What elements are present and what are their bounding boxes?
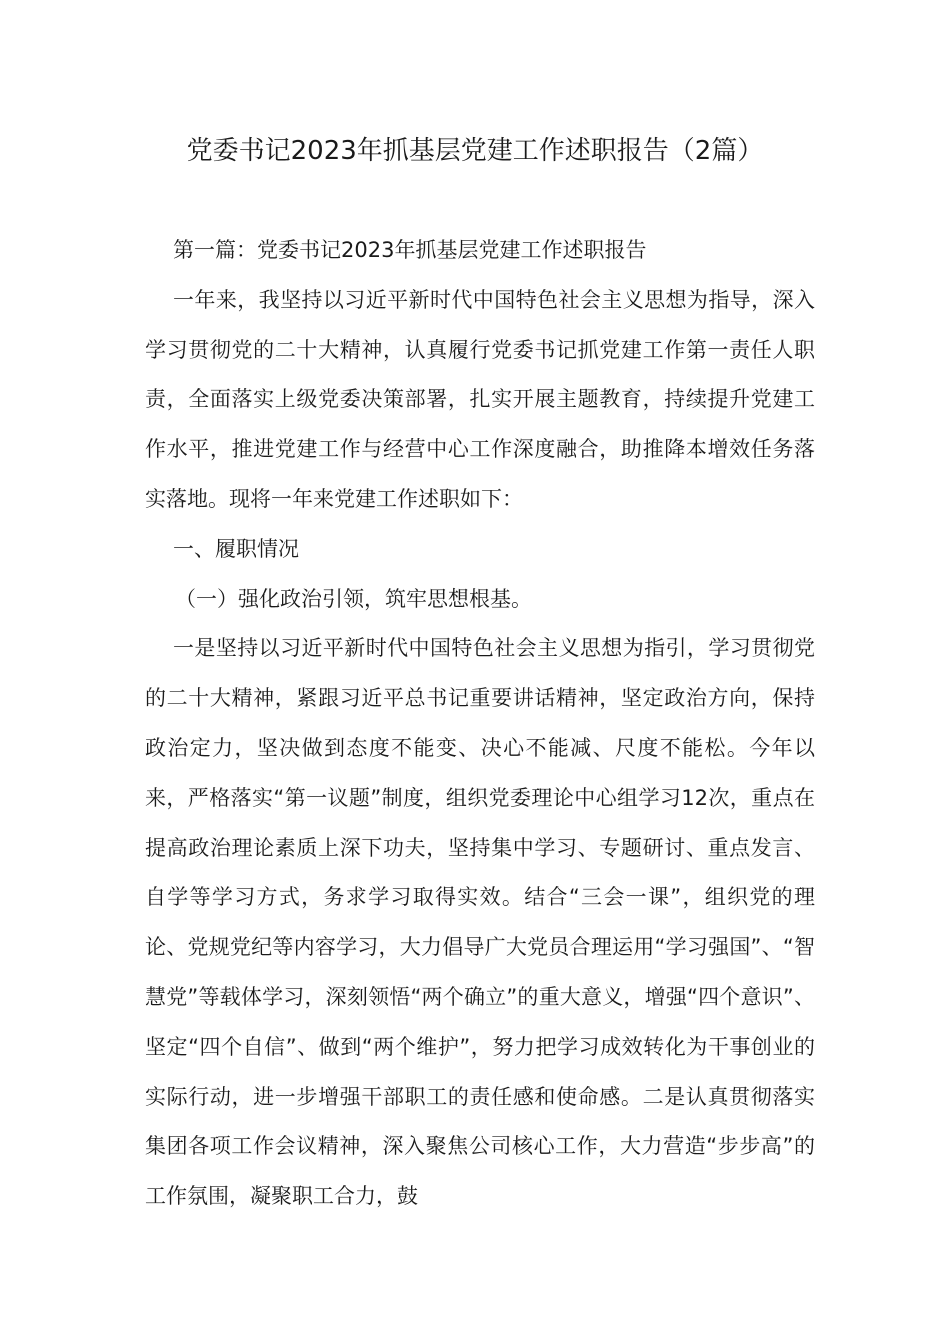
- document-body: [145, 226, 815, 1222]
- section-heading-duty: 一、履职情况: [173, 536, 299, 561]
- document-title: 党委书记2023年抓基层党建工作述职报告（2篇）: [186, 136, 764, 166]
- section-heading-part-one: 第一篇：党委书记2023年抓基层党建工作述职报告: [173, 238, 647, 262]
- intro-paragraph: 一年来，我坚持以习近平新时代中国特色社会主义思想为指导，深入学习贯彻党的二十大精神，认真履行党委书记抓党建工作第一责任人职责，全面落实上级党委决策部署，扎实开展主题教育，持续提升党建工作水平，推进党建工作与经营中心工作深度融合，助推降本增效任务落实落地。现将一年来党建工作述职如下：: [145, 287, 815, 511]
- subsection-heading-political: （一）强化政治引领，筑牢思想根基。: [175, 586, 532, 611]
- body-paragraph-political: 一是坚持以习近平新时代中国特色社会主义思想为指引，学习贯彻党的二十大精神，紧跟习近平总书记重要讲话精神，坚定政治方向，保持政治定力，坚决做到态度不能变、决心不能减、尺度不能松。今年以来，严格落实“第一议题”制度，组织党委理论中心组学习12次，重点在提高政治理论素质上深下功夫，坚持集中学习、专题研讨、重点发言、自学等学习方式，务求学习取得实效。结合“三会一课”，组织党的理论、党规党纪等内容学习，大力倡导广大党员合理运用“学习强国”、“智慧党”等载体学习，深刻领悟“两个确立”的重大意义，增强“四个意识”、坚定“四个自信”、做到“两个维护”，努力把学习成效转化为干事创业的实际行动，进一步增强干部职工的责任感和使命感。二是认真贯彻落实集团各项工作会议精神，深入聚焦公司核心工作，大力营造“步步高”的工作氛围，凝聚职工合力，鼓: [145, 636, 815, 1209]
